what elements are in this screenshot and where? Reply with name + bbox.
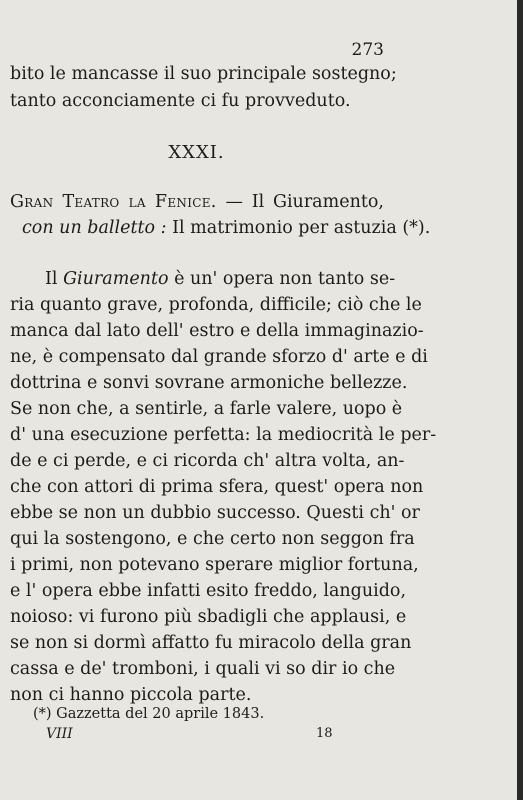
body-line: dottrina e sonvi sovrane armoniche bellezze.: [10, 373, 408, 393]
heading-ballet-intro: con un balletto :: [22, 218, 167, 238]
body-line-first: Il Giuramento è un' opera non tanto se-: [45, 269, 396, 289]
body-line: ne, è compensato dal grande sforzo d' arte e di: [10, 347, 428, 367]
heading-theatre: Gran Teatro la Fenice.: [10, 192, 217, 212]
footnote: (*) Gazzetta del 20 aprile 1843.: [33, 706, 265, 722]
body-opera-title: Giuramento: [63, 269, 169, 289]
heading-ballet-title: Il matrimonio per astuzia (*).: [172, 218, 431, 238]
body-line: se non si dormì affatto fu miracolo della gran: [10, 633, 412, 653]
body-line: ebbe se non un dubbio successo. Questi ch' or: [10, 503, 420, 523]
page-number: 273: [351, 40, 384, 60]
signature-number: 18: [316, 726, 333, 741]
heading-opera: — Il Giuramento,: [225, 192, 384, 212]
body-line: ria quanto grave, profonda, difficile; ciò che le: [10, 295, 422, 315]
chapter-number: XXXI.: [168, 142, 225, 163]
text-line: tanto acconciamente ci fu provveduto.: [10, 91, 351, 111]
body-line: non ci hanno piccola parte.: [10, 685, 252, 705]
body-line: noioso: vi furono più sbadigli che applausi, e: [10, 607, 407, 627]
chapter-subheading: [22, 216, 431, 240]
body-line: cassa e de' tromboni, i quali vi so dir io che: [10, 659, 396, 679]
body-line: qui la sostengono, e che certo non seggon fra: [10, 529, 415, 549]
text-line: bito le mancasse il suo principale sostegno;: [10, 64, 397, 84]
body-line: manca dal lato dell' estro e della immaginazio-: [10, 321, 424, 341]
body-line: che con attori di prima sfera, quest' opera non: [10, 477, 424, 497]
chapter-heading: [10, 190, 384, 214]
page-edge: [517, 0, 523, 800]
body-line: i primi, non potevano sperare miglior fortuna,: [10, 555, 419, 575]
body-line: de e ci perde, e ci ricorda ch' altra volta, an-: [10, 451, 405, 471]
signature-mark: VIII: [46, 726, 73, 742]
body-line: d' una esecuzione perfetta: la mediocrità le per-: [10, 425, 437, 445]
body-line: Se non che, a sentirle, a farle valere, uopo è: [10, 399, 403, 419]
body-line: e l' opera ebbe infatti esito freddo, languido,: [10, 581, 407, 601]
